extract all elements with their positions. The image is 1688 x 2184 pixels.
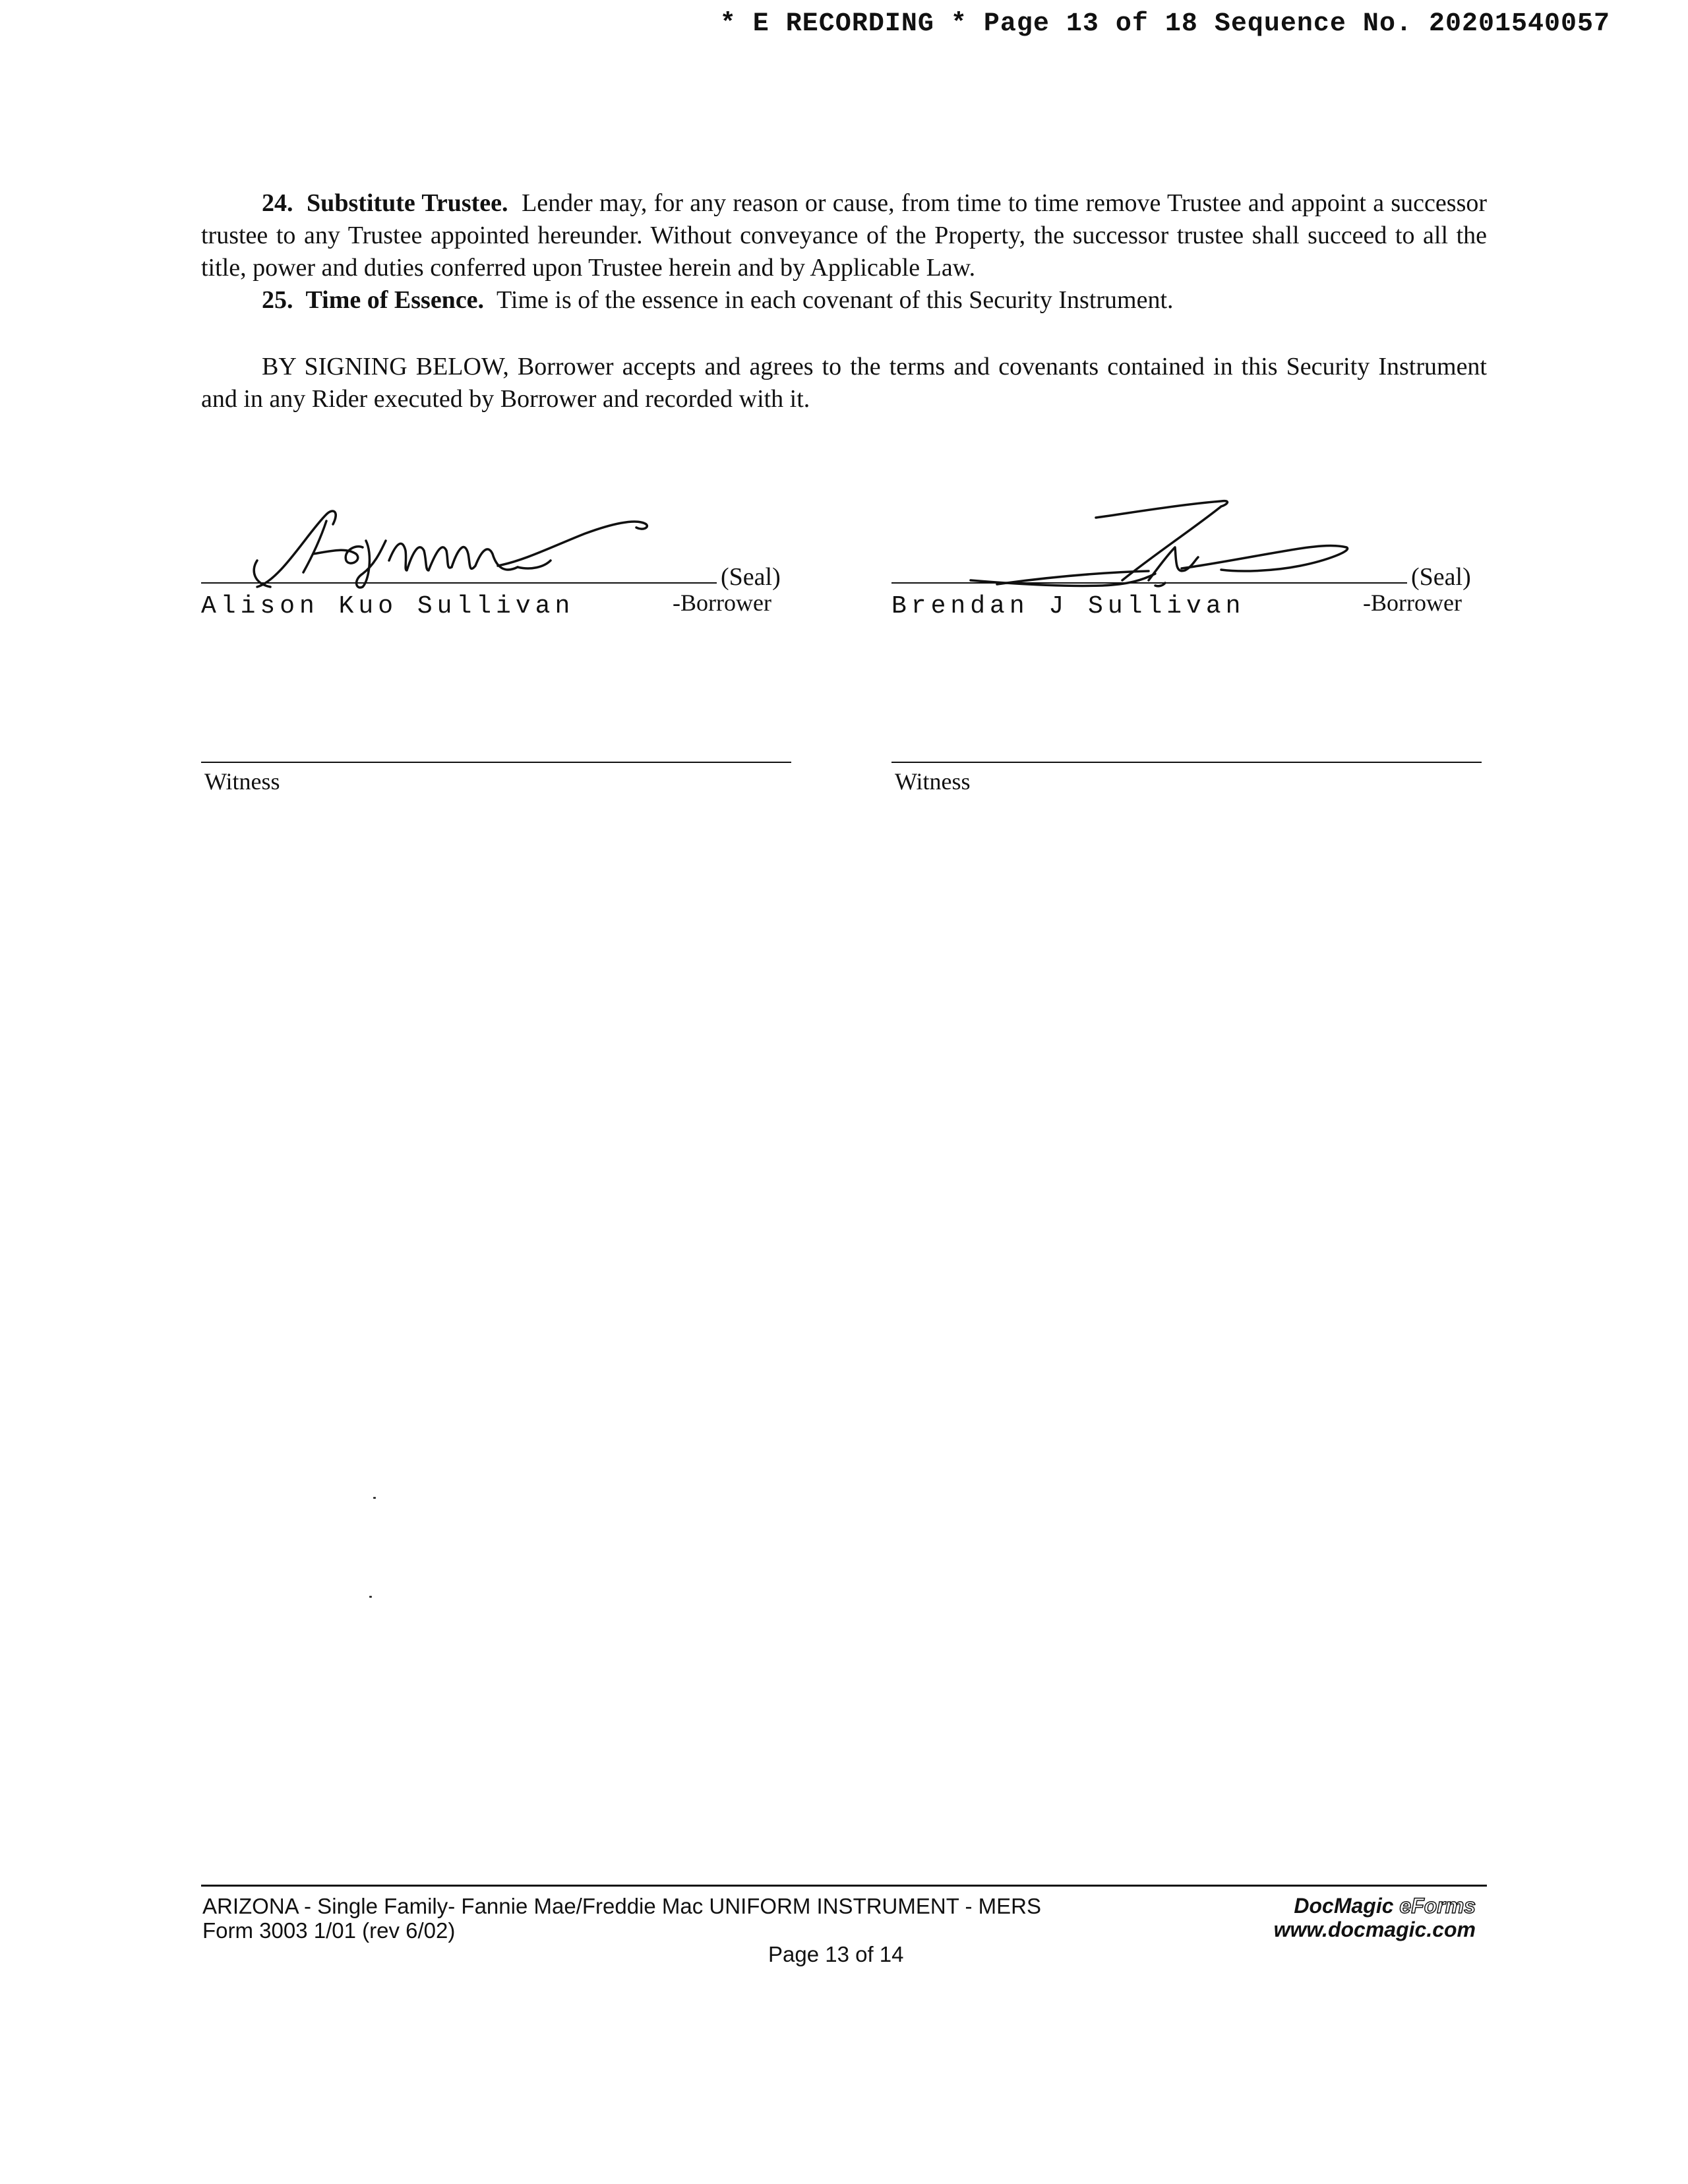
witness-block-2 — [891, 758, 1485, 811]
brand-logo — [1274, 1894, 1476, 1918]
footer-divider — [201, 1885, 1487, 1887]
borrower-name: Alison Kuo Sullivan — [201, 592, 575, 621]
witness-label: Witness — [204, 768, 280, 795]
clause-24 — [201, 187, 1487, 284]
brand-eforms: eForms — [1399, 1894, 1476, 1918]
clause-title: Substitute Trustee. — [307, 189, 508, 217]
clause-text: Time is of the essence in each covenant of this Security Instrument. — [497, 286, 1174, 314]
closing-statement: BY SIGNING BELOW, Borrower accepts and agrees to the terms and covenants contained in this Security Instrument and in any Rider executed by Borrower and recorded with it. — [201, 353, 1487, 413]
closing-section — [201, 351, 1487, 415]
clause-text: Lender may, for any reason or cause, from time to time remove Trustee and appoint a successor trustee to any Trustee appointed hereunder. Without conveyance of the Property, the successor trustee shall succeed to all the title, power and duties conferred upon Trustee herein and by Applicable Law. — [201, 189, 1488, 282]
clause-number: 25. — [262, 286, 293, 314]
footer-form-number: Form 3003 1/01 (rev 6/02) — [202, 1918, 456, 1943]
scan-speck — [369, 1596, 372, 1598]
witness-line — [891, 762, 1482, 763]
witness-block-1 — [201, 758, 795, 811]
recording-header: * E RECORDING * Page 13 of 18 Sequence No. 20201540057 — [719, 9, 1610, 39]
footer-page-number: Page 13 of 14 — [768, 1942, 904, 1966]
signature-line — [201, 582, 717, 584]
brand-name: DocMagic — [1294, 1894, 1394, 1918]
signature-line — [891, 582, 1407, 584]
footer-form-title: ARIZONA - Single Family- Fannie Mae/Freddie Mac UNIFORM INSTRUMENT - MERS — [202, 1894, 1041, 1918]
scan-speck — [373, 1497, 376, 1499]
clause-25 — [201, 284, 1487, 317]
brand-url: www.docmagic.com — [1273, 1918, 1476, 1941]
borrower-name: Brendan J Sullivan — [891, 592, 1246, 621]
witness-label: Witness — [895, 768, 971, 795]
signature-block-borrower-1 — [201, 488, 818, 633]
borrower-role: -Borrower — [1363, 590, 1462, 616]
borrower-role: -Borrower — [673, 590, 771, 616]
seal-label: (Seal) — [721, 563, 781, 591]
witness-line — [201, 762, 791, 763]
seal-label: (Seal) — [1411, 563, 1471, 591]
clause-number: 24. — [262, 189, 293, 217]
signature-block-borrower-2 — [891, 488, 1508, 633]
clause-title: Time of Essence. — [305, 286, 485, 314]
docmagic-brand — [1274, 1894, 1476, 1941]
clauses-section — [201, 187, 1487, 317]
